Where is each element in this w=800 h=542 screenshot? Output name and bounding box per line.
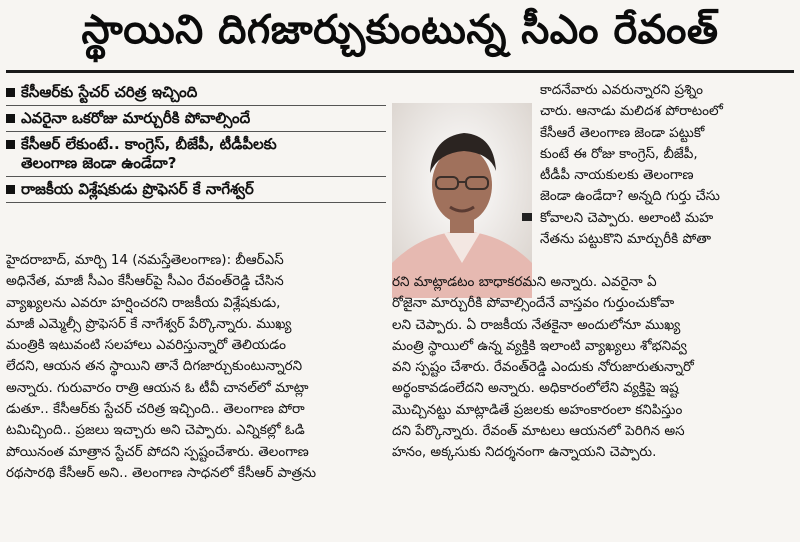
- body-line: టమిచ్చింది.. ప్రజలు ఇచ్చారు అని చెప్పారు. ఎన్నికల్లో ఓడి: [6, 422, 305, 439]
- body-line: హనం, అక్కసుకు నిదర్శనంగా ఉన్నాయని చెప్పారు.: [392, 444, 657, 461]
- highlight-text: తెలంగాణ జెండా ఉండేదా?: [21, 154, 177, 172]
- article-body-right-top: [540, 80, 796, 250]
- body-line: చారు. ఆనాడు మలిదశ పోరాటంలో: [540, 103, 723, 120]
- body-line: అర్థంకావడంలేదని అన్నారు. అధికారంలోలేని వ్యక్తిపై ఇష్ట: [392, 380, 679, 397]
- highlight-item: [6, 80, 386, 106]
- highlight-item: [6, 106, 386, 132]
- body-line: డుతూ.. కేసీఆర్‌కు స్టేచర్ చరిత్ర ఇచ్చింది.. తెలంగాణ పోరా: [6, 401, 305, 418]
- headline: స్థాయిని దిగజార్చుకుంటున్న సీఎం రేవంత్: [81, 7, 719, 53]
- body-line: దని పేర్కొన్నారు. రేవంత్ మాటలు ఆయనలో పెరిగిన అస: [392, 423, 685, 440]
- body-line: మంత్రికి ఇటువంటి సలహాలు ఎవరిస్తున్నారో తెలియడం: [6, 337, 286, 354]
- bullet-square-icon: [6, 140, 15, 149]
- body-line: హైదరాబాద్, మార్చి 14 (నమస్తేతెలంగాణ): బీఆర్ఎస్: [6, 252, 284, 268]
- bullet-square-icon: [6, 185, 15, 194]
- body-line: పోయినంత మాత్రాన స్టేచర్ పోదని స్పష్టంచేశారు. తెలంగాణ: [6, 443, 309, 460]
- body-line: అన్నారు. గురువారం రాత్రి ఆయన ఓ టీవీ చానల్‌లో మాట్లా: [6, 379, 309, 396]
- highlight-item: [6, 177, 386, 203]
- body-line: నేతను పట్టుకొని మార్చురీకి పోతా: [540, 231, 711, 248]
- body-line: కోవాలని చెప్పారు. అలాంటి మహ: [540, 209, 714, 226]
- body-line: వ్యాఖ్యలను ఎవరూ హర్షించరని రాజకీయ విశ్లేషకుడు,: [6, 294, 281, 311]
- article-body-right-bottom: [392, 272, 796, 464]
- body-line: రథసారథి కేసీఆర్ అని.. తెలంగాణ సాధనలో కేసీఆర్ పాత్రను: [6, 464, 317, 481]
- body-line: అధినేత, మాజీ సీఎం కేసీఆర్‌పై సీఎం రేవంత్‌రెడ్డి చేసిన: [6, 273, 284, 290]
- highlight-text: కేసీఆర్‌కు స్టేచర్ చరిత్ర ఇచ్చింది: [21, 83, 198, 101]
- highlight-text: కేసీఆర్ లేకుంటే.. కాంగ్రెస్, బీజేపీ, టీడీపీలకు: [21, 135, 277, 153]
- highlight-text: ఎవరైనా ఒకరోజు మార్చురీకి పోవాల్సిందే: [21, 109, 251, 127]
- body-line: రోజైనా మార్చురీకి పోవాల్సిందేనే వాస్తవం గుర్తుంచుకోవా: [392, 295, 675, 312]
- body-line: మాజీ ఎమ్మెల్సీ ప్రొఫెసర్ కే నాగేశ్వర్ పేర్కొన్నారు. ముఖ్య: [6, 315, 292, 332]
- body-line: లని చెప్పారు. ఏ రాజకీయ నేతకైనా అందులోనూ ముఖ్య: [392, 316, 681, 333]
- body-line: కాదనేవారు ఎవరున్నారని ప్రశ్నిం: [540, 82, 703, 98]
- bullet-square-icon: [6, 88, 15, 97]
- article-body-left: [6, 250, 386, 484]
- bullet-square-icon: [6, 114, 15, 123]
- body-line: మంత్రి స్థాయిలో ఉన్న వ్యక్తికి ఇలాంటి వ్యాఖ్యలు శోభనివ్వ: [392, 337, 687, 354]
- body-line: రని మాట్లాడటం బాధాకరమని అన్నారు. ఎవరైనా ఏ: [392, 274, 657, 290]
- body-line: వని స్పష్టం చేశారు. రేవంత్‌రెడ్డి ఎందుకు నోరుజారుతున్నారో: [392, 359, 694, 376]
- body-line: టీడీపీ నాయకులకు తెలంగాణ: [540, 167, 694, 184]
- portrait-photo: [392, 103, 532, 298]
- body-line: కుంటే ఈ రోజు కాంగ్రెస్, బీజేపీ,: [540, 145, 698, 162]
- highlights-list: [6, 80, 386, 203]
- body-line: జెండా ఉండేదా? అన్నది గుర్తు చేసు: [540, 188, 720, 205]
- body-line: కేసీఆరే తెలంగాణ జెండా పట్టుకో: [540, 124, 705, 141]
- headline-rule: [6, 70, 794, 73]
- body-line: లేదని, ఆయన తన స్థాయిని తానే దిగజార్చుకుంటున్నారని: [6, 358, 303, 375]
- highlight-text: రాజకీయ విశ్లేషకుడు ప్రొఫెసర్ కే నాగేశ్వర్: [21, 180, 254, 198]
- body-line: మొచ్చినట్టు మాట్లాడితే ప్రజలకు అహంకారంలా కనిపిస్తుం: [392, 401, 683, 418]
- person-portrait-icon: [392, 103, 532, 298]
- highlight-item: [6, 132, 386, 177]
